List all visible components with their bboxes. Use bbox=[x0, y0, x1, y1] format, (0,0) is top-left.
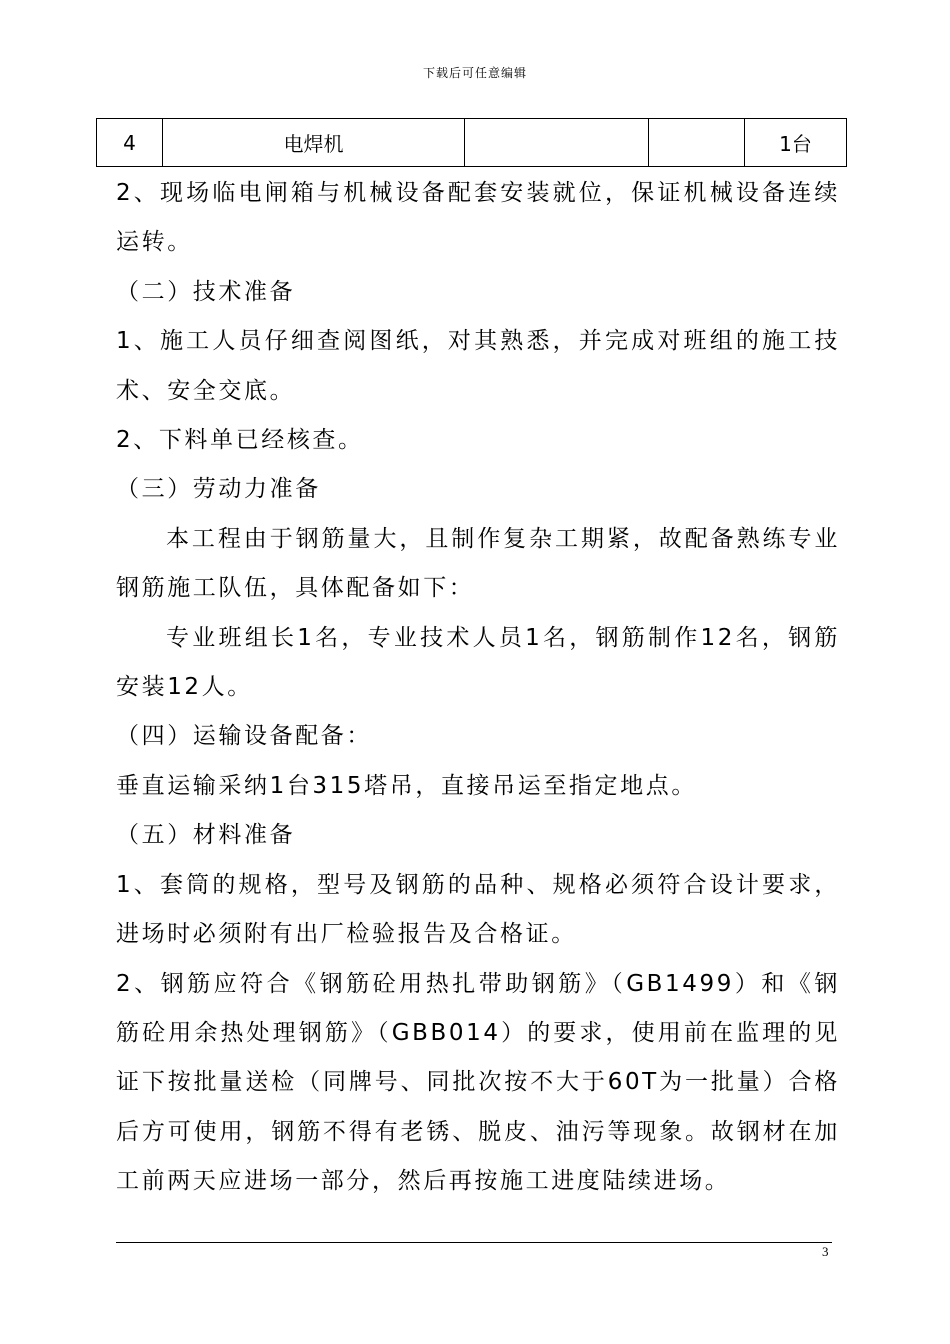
section-heading: （五）材料准备 bbox=[116, 822, 296, 849]
table-cell-equipment-name: 电焊机 bbox=[163, 119, 465, 167]
equipment-table bbox=[96, 118, 847, 167]
paragraph: 2、下料单已经核查。 bbox=[116, 427, 364, 454]
section-heading: （四）运输设备配备： bbox=[116, 723, 372, 750]
paragraph: 本工程由于钢筋量大，且制作复杂工期紧，故配备熟练专业钢筋施工队伍，具体配备如下： bbox=[116, 525, 840, 602]
paragraph: 2、钢筋应符合《钢筋砼用热扎带助钢筋》（GB1499）和《钢筋砼用余热处理钢筋》（GBB014）的要求，使用前在监理的见证下按批量送检（同牌号、同批次按不大于60T为一批量）合格后方可使用，钢筋不得有老锈、脱皮、油污等现象。故钢材在加工前两天应进场一部分，然后再按施工进度陆续进场。 bbox=[116, 970, 840, 1195]
table-cell-quantity: 1台 bbox=[745, 119, 847, 167]
page-header: 下载后可任意编辑 bbox=[422, 66, 527, 80]
paragraph: 专业班组长1名，专业技术人员1名，钢筋制作12名，钢筋安装12人。 bbox=[116, 624, 840, 701]
paragraph: 2、现场临电闸箱与机械设备配套安装就位，保证机械设备连续运转。 bbox=[116, 180, 840, 256]
section-heading: （二）技术准备 bbox=[116, 278, 296, 305]
footer-rule bbox=[116, 1242, 832, 1243]
page-number: 3 bbox=[822, 1244, 829, 1259]
paragraph: 1、施工人员仔细查阅图纸，对其熟悉，并完成对班组的施工技术、安全交底。 bbox=[116, 328, 840, 404]
table-cell-empty bbox=[649, 119, 745, 167]
section-heading: （三）劳动力准备 bbox=[116, 476, 321, 503]
table-cell-empty bbox=[465, 119, 649, 167]
document-body bbox=[116, 169, 840, 1207]
table-cell-index: 4 bbox=[97, 119, 163, 167]
paragraph: 1、套筒的规格，型号及钢筋的品种、规格必须符合设计要求，进场时必须附有出厂检验报告及合格证。 bbox=[116, 871, 840, 948]
paragraph: 垂直运输采纳1台315塔吊，直接吊运至指定地点。 bbox=[116, 772, 697, 799]
table-row bbox=[97, 119, 847, 167]
